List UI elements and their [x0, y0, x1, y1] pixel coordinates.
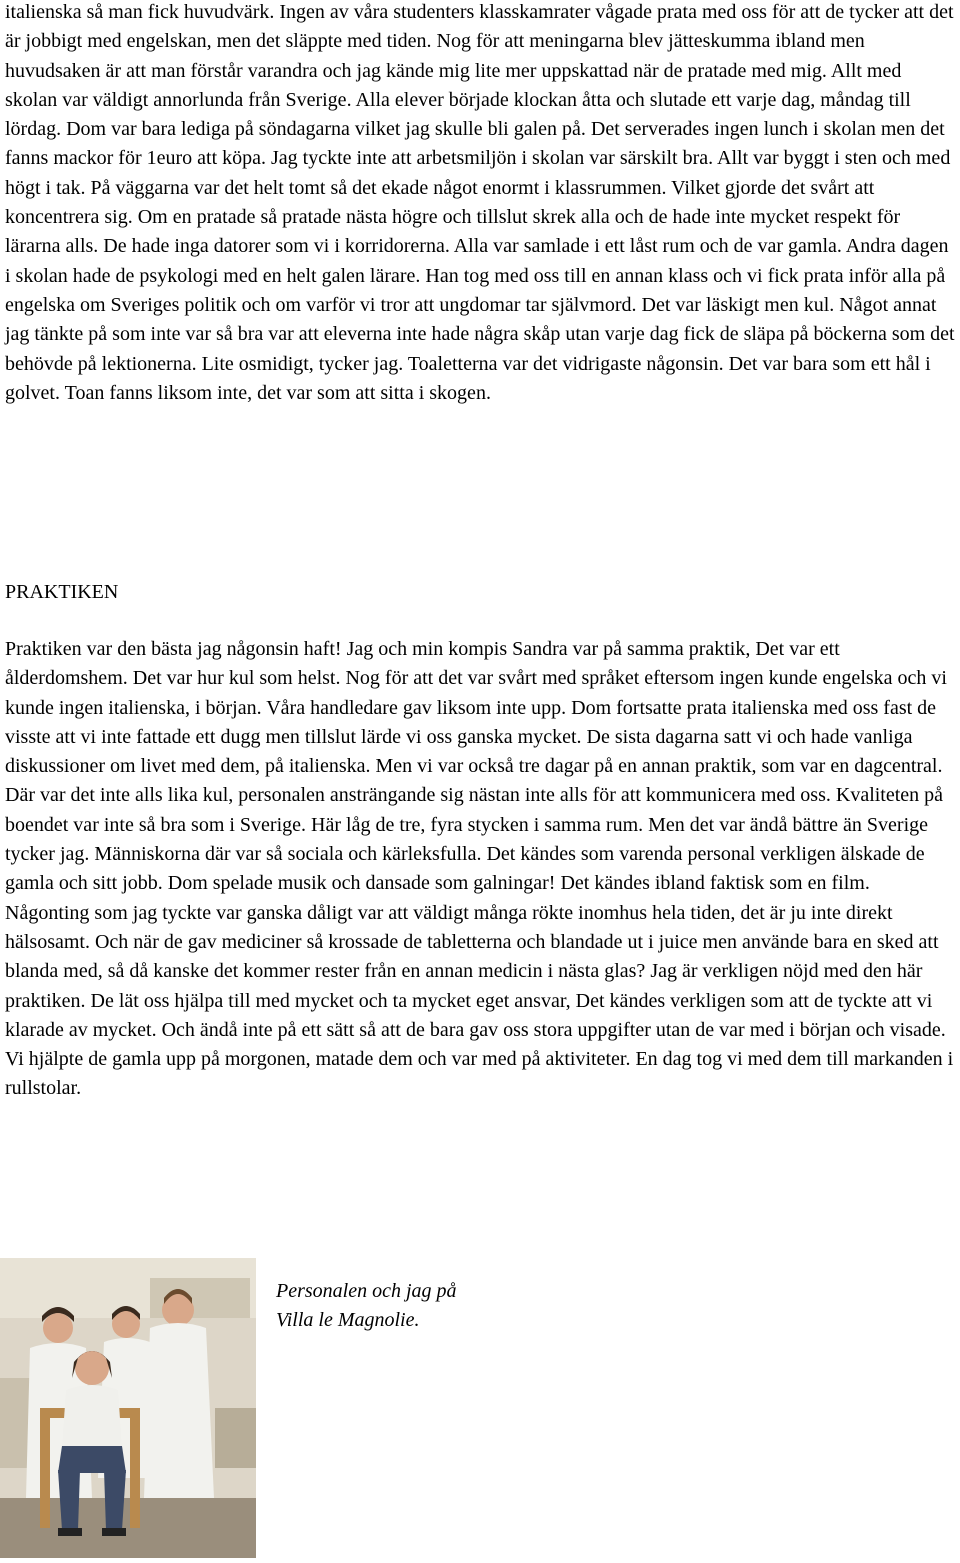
photo-staff-group-icon	[0, 1258, 256, 1558]
caption-line-1: Personalen och jag på	[276, 1280, 457, 1302]
caption-line-2: Villa le Magnolie.	[276, 1309, 420, 1331]
photo-caption	[276, 1277, 457, 1335]
section-heading: PRAKTIKEN	[5, 581, 119, 603]
school-paragraph: italienska så man fick huvudvärk. Ingen av våra studenters klasskamrater vågade prata med oss för att de tycker att det är jobbigt med engelskan, men det släppte med tiden. Nog för att meningarna blev jätteskumma ibland men huvudsaken är att man förstår varandra och jag kände mig lite mer uppskattad när de pratade med mig. Allt med skolan var väldigt annorlunda från Sverige. Alla elever började klockan åtta och slutade ett varje dag, måndag till lördag. Dom var bara lediga på söndagarna vilket jag skulle bli galen på. Det serverades ingen lunch i skolan men det fanns mackor för 1euro att köpa. Jag tyckte inte att arbetsmiljön i skolan var särskilt bra. Allt var byggt i sten och med högt i tak. På väggarna var det helt tomt så det ekade något enormt i klassrummen. Vilket gjorde det svårt att koncentrera sig. Om en pratade så pratade nästa högre och tillslut skrek alla och de hade inte mycket respekt för lärarna alls. De hade inga datorer som vi i korridorerna. Alla var samlade i ett låst rum och de var gamla. Andra dagen i skolan hade de psykologi med en helt galen lärare. Han tog med oss till en annan klass och vi fick prata inför alla på engelska om Sveriges politik och om varför vi tror att ungdomar tar självmord. Det var läskigt men kul. Något annat jag tänkte på som inte var så bra var att eleverna inte hade några skåp utan varje dag fick de släpa på böckerna som det behövde på lektionerna. Lite osmidigt, tycker jag. Toaletterna var det vidrigaste någonsin. Det var bara som ett hål i golvet. Toan fanns liksom inte, det var som att sitta i skogen.	[5, 1, 955, 404]
internship-paragraph: Praktiken var den bästa jag någonsin haft! Jag och min kompis Sandra var på samma praktik, Det var ett ålderdomshem. Det var hur kul som helst. Nog för att det var svårt med språket eftersom ingen kunde engelska och vi kunde ingen italienska, i början. Våra handledare gav liksom inte upp. Dom fortsatte prata italienska med oss fast de visste att vi inte fattade ett dugg men tillslut lärde vi oss ganska mycket. De sista dagarna satt vi och hade vanliga diskussioner om livet med dem, på italienska. Men vi var också tre dagar på en annan praktik, som var en dagcentral. Där var det inte alls lika kul, personalen ansträngande sig nästan inte alls för att kommunicera med oss. Kvaliteten på boendet var inte så bra som i Sverige. Här låg de tre, fyra stycken i samma rum. Men det var ändå bättre än Sverige tycker jag. Människorna där var så sociala och kärleksfulla. Det kändes som varenda personal verkligen älskade de gamla och sitt jobb. Dom spelade musik och dansade som galningar! Det kändes ibland faktisk som en film. Någonting som jag tyckte var ganska dåligt var att väldigt många rökte inomhus hela tiden, det är ju inte direkt hälsosamt. Och när de gav mediciner så krossade de tabletterna och blandade ut i juice men använde bara en sked att blanda med, så då kanske det kommer rester från en annan medicin i nästa glas? Jag är verkligen nöjd med den här praktiken. De lät oss hjälpa till med mycket och ta mycket eget ansvar, Det kändes verkligen som att de tyckte att vi klarade av mycket. Och ändå inte på ett sätt så att de bara gav oss stora uppgifter utan de var med i början och visade. Vi hjälpte de gamla upp på morgonen, matade dem och var med på aktiviteter. En dag tog vi med dem till markanden i rullstolar.	[5, 638, 954, 1100]
staff-photo	[0, 1258, 256, 1558]
